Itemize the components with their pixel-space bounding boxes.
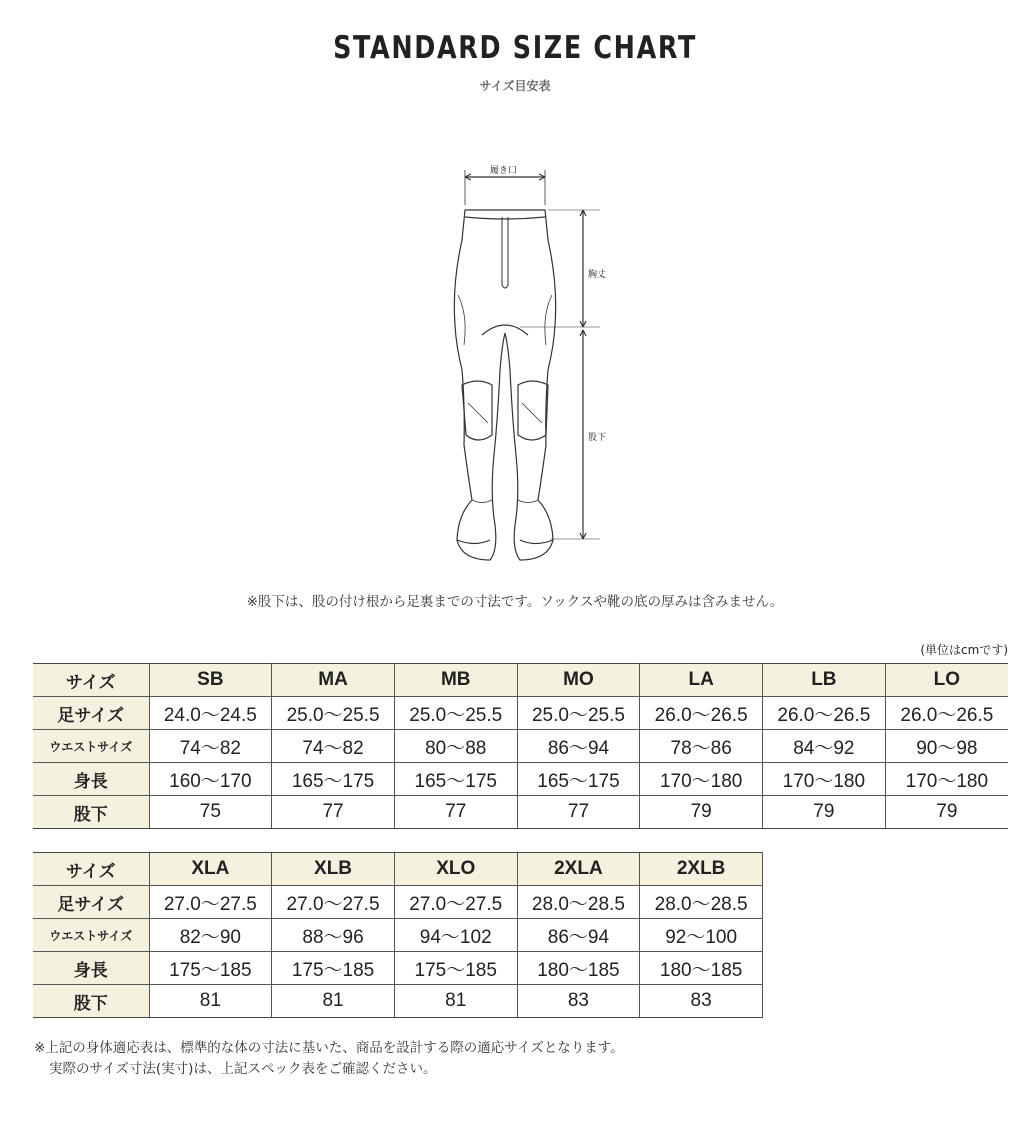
table-row-foot [33,697,1008,730]
unit-label: (単位はcmです) [920,643,1008,657]
table-cell: 25.0～25.5 [517,697,640,730]
table-cell: 82～90 [149,919,272,952]
table-cell: 26.0～26.5 [763,697,886,730]
table-cell: 25.0～25.5 [272,697,395,730]
table-cell: 25.0～25.5 [394,697,517,730]
row-label-height: 身長 [33,952,149,985]
table-cell: 79 [763,796,886,829]
opening-label: 履き口 [490,166,518,176]
page-subtitle: サイズ目安表 [479,79,551,93]
table-cell: 79 [640,796,763,829]
size-lo: LO [885,664,1008,697]
table-row-waist [33,919,763,952]
row-label-foot: 足サイズ [33,886,149,919]
table-cell: 92～100 [640,919,763,952]
size-la: LA [640,664,763,697]
table-cell: 170～180 [763,763,886,796]
table-cell: 24.0～24.5 [149,697,272,730]
row-label-size: サイズ [33,664,149,697]
table-cell: 28.0～28.5 [640,886,763,919]
table-cell: 165～175 [272,763,395,796]
table-row-height [33,763,1008,796]
footnote-line-1: ※上記の身体適応表は、標準的な体の寸法に基いた、商品を設計する際の適応サイズとなります。 [34,1040,624,1056]
table-cell: 26.0～26.5 [640,697,763,730]
table-cell: 86～94 [517,919,640,952]
table-cell: 175～185 [394,952,517,985]
size-xlb: XLB [272,853,395,886]
inseam-note: ※股下は、股の付け根から足裏までの寸法です。ソックスや靴の底の厚みは含みません。 [246,594,784,610]
table-cell: 94～102 [394,919,517,952]
table-cell: 83 [517,985,640,1018]
table-row-foot [33,886,763,919]
table-row-height [33,952,763,985]
table-cell: 83 [640,985,763,1018]
size-table-1 [33,663,1008,829]
table-cell: 170～180 [885,763,1008,796]
table-cell: 75 [149,796,272,829]
table-cell: 86～94 [517,730,640,763]
row-label-height: 身長 [33,763,149,796]
table-cell: 165～175 [517,763,640,796]
row-label-waist: ウエストサイズ [33,919,149,952]
table-cell: 74～82 [149,730,272,763]
table-cell: 78～86 [640,730,763,763]
table-cell: 28.0～28.5 [517,886,640,919]
table-cell: 90～98 [885,730,1008,763]
size-mo: MO [517,664,640,697]
wader-illustration [420,155,620,575]
row-label-inseam: 股下 [33,796,149,829]
size-ma: MA [272,664,395,697]
row-label-size: サイズ [33,853,149,886]
table-row-sizes [33,664,1008,697]
size-lb: LB [763,664,886,697]
table-cell: 84～92 [763,730,886,763]
table-cell: 170～180 [640,763,763,796]
table-row-waist [33,730,1008,763]
table-cell: 77 [394,796,517,829]
table-cell: 26.0～26.5 [885,697,1008,730]
table-cell: 79 [885,796,1008,829]
table-cell: 74～82 [272,730,395,763]
table-cell: 180～185 [640,952,763,985]
table-cell: 81 [149,985,272,1018]
row-label-waist: ウエストサイズ [33,730,149,763]
table-cell: 27.0～27.5 [149,886,272,919]
size-table-2 [33,852,763,1018]
table-cell: 77 [272,796,395,829]
table-cell: 165～175 [394,763,517,796]
size-mb: MB [394,664,517,697]
row-label-foot: 足サイズ [33,697,149,730]
table-cell: 175～185 [272,952,395,985]
size-2xla: 2XLA [517,853,640,886]
table-row-sizes [33,853,763,886]
table-cell: 77 [517,796,640,829]
page-title: STANDARD SIZE CHART [333,30,697,66]
table-row-inseam [33,796,1008,829]
table-cell: 88～96 [272,919,395,952]
table-cell: 80～88 [394,730,517,763]
row-label-inseam: 股下 [33,985,149,1018]
inseam-label: 股下 [588,433,607,443]
footnote [34,1038,624,1080]
table-row-inseam [33,985,763,1018]
size-xla: XLA [149,853,272,886]
table-cell: 81 [272,985,395,1018]
table-cell: 27.0～27.5 [272,886,395,919]
table-cell: 175～185 [149,952,272,985]
size-xlo: XLO [394,853,517,886]
size-2xlb: 2XLB [640,853,763,886]
size-sb: SB [149,664,272,697]
table-cell: 160～170 [149,763,272,796]
footnote-line-2: 実際のサイズ寸法(実寸)は、上記スペック表をご確認ください。 [49,1061,437,1077]
chest-height-label: 胸丈 [588,270,607,280]
table-cell: 180～185 [517,952,640,985]
table-cell: 27.0～27.5 [394,886,517,919]
wader-measurement-diagram [420,155,620,575]
table-cell: 81 [394,985,517,1018]
